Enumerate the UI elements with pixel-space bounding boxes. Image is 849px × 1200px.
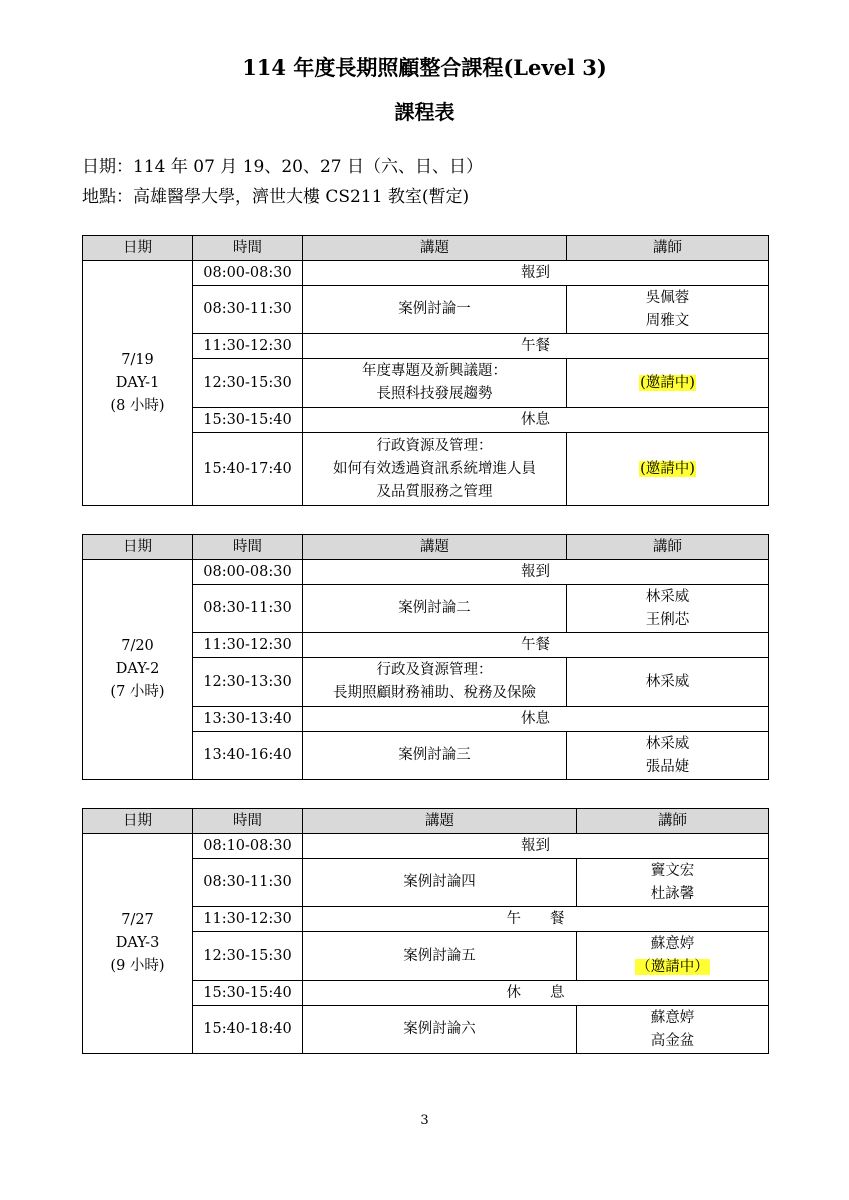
date-line: 日期：114 年 07 月 19、20、27 日（六、日、日） [82,157,483,177]
day-hours: (8 小時) [110,397,165,414]
time-cell: 11:30-12:30 [193,633,303,658]
header-time: 時間 [193,809,303,834]
time-cell: 08:30-11:30 [193,585,303,633]
time-cell: 12:30-15:30 [193,932,303,981]
topic-cell: 案例討論一 [303,286,567,334]
day-label: DAY-3 [115,935,160,951]
document-subtitle: 課程表 [394,100,455,124]
lecturer-cell: 蘇意婷 高金盆 [577,1006,769,1054]
header-date: 日期 [83,809,193,834]
day-date: 7/20 [121,638,154,654]
lecturer-cell: 林采威 張品婕 [567,732,769,780]
topic-cell: 案例討論二 [303,585,567,633]
topic-cell: 午 餐 [303,907,769,932]
document-title: 114 年度長期照顧整合課程(Level 3) [242,55,607,80]
time-cell: 11:30-12:30 [193,907,303,932]
lecturer-cell [567,433,769,506]
header-topic: 講題 [303,809,577,834]
lecturer-cell: 蘇意婷 （邀請中） [577,932,769,981]
inviting-highlight: (邀請中) [640,374,695,391]
header-lecturer: 講師 [567,236,769,261]
time-cell: 08:30-11:30 [193,859,303,907]
time-cell: 13:30-13:40 [193,707,303,732]
lecturer-cell: 林采威 [567,658,769,707]
topic-cell: 行政及資源管理： 長期照顧財務補助、稅務及保險 [303,658,567,707]
topic-cell: 案例討論四 [303,859,577,907]
day-label: DAY-1 [115,374,160,391]
time-cell: 13:40-16:40 [193,732,303,780]
header-time: 時間 [193,236,303,261]
day-hours: (9 小時) [110,958,165,974]
topic-cell: 案例討論五 [303,932,577,981]
day-label: DAY-2 [115,661,160,677]
header-time: 時間 [193,535,303,560]
topic-cell: 行政資源及管理： 如何有效透過資訊系統增進人員 及品質服務之管理 [303,433,567,506]
day-cell [83,261,193,506]
topic-cell: 休 息 [303,981,769,1006]
lecturer-cell: 吳佩蓉 周雅文 [567,286,769,334]
topic-cell: 案例討論三 [303,732,567,780]
topic-cell: 年度專題及新興議題： 長照科技發展趨勢 [303,359,567,408]
header-lecturer: 講師 [577,809,769,834]
time-cell: 08:10-08:30 [193,834,303,859]
time-cell: 15:40-18:40 [193,1006,303,1054]
time-cell: 08:30-11:30 [193,286,303,334]
day-cell [83,560,193,780]
time-cell: 11:30-12:30 [193,334,303,359]
header-date: 日期 [83,236,193,261]
header-topic: 講題 [303,236,567,261]
day-date: 7/27 [121,912,154,928]
header-lecturer: 講師 [567,535,769,560]
time-cell: 12:30-15:30 [193,359,303,408]
topic-cell: 休息 [303,707,769,732]
day-date: 7/19 [121,351,154,368]
time-cell: 08:00-08:30 [193,560,303,585]
time-cell: 12:30-13:30 [193,658,303,707]
topic-cell: 報到 [303,560,769,585]
lecturer-cell [567,359,769,408]
time-cell: 15:40-17:40 [193,433,303,506]
inviting-highlight: （邀請中） [636,959,709,975]
schedule-table-day1 [82,235,769,506]
time-cell: 15:30-15:40 [193,408,303,433]
place-line: 地點：高雄醫學大學，濟世大樓 CS211 教室(暫定) [82,187,470,207]
page-number: 3 [420,1113,429,1128]
inviting-highlight: (邀請中) [640,460,695,477]
day-cell [83,834,193,1054]
day-hours: (7 小時) [110,684,165,700]
schedule-table-day3 [82,808,769,1054]
lecturer-cell: 林采威 王俐芯 [567,585,769,633]
topic-cell: 午餐 [303,334,769,359]
time-cell: 08:00-08:30 [193,261,303,286]
time-cell: 15:30-15:40 [193,981,303,1006]
topic-cell: 案例討論六 [303,1006,577,1054]
topic-cell: 休息 [303,408,769,433]
lecturer-cell: 竇文宏 杜詠馨 [577,859,769,907]
header-date: 日期 [83,535,193,560]
topic-cell: 報到 [303,834,769,859]
schedule-table-day2 [82,534,769,780]
topic-cell: 午餐 [303,633,769,658]
topic-cell: 報到 [303,261,769,286]
header-topic: 講題 [303,535,567,560]
